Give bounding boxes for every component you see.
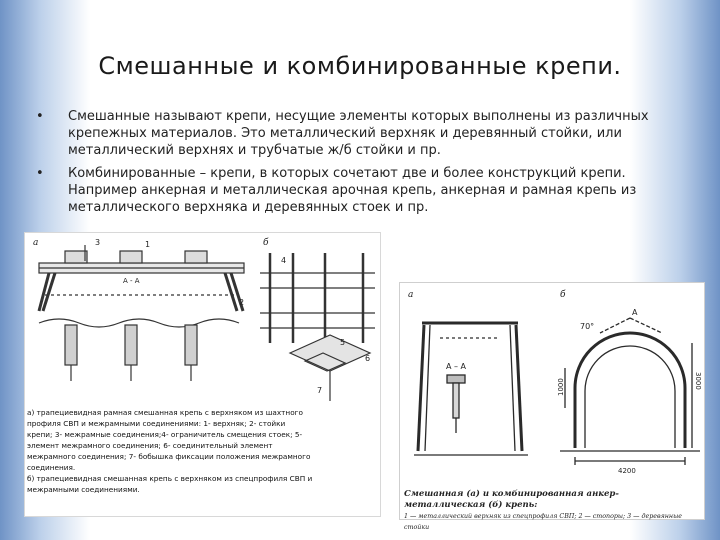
section-marker: А [632,308,638,317]
callout-6: 6 [365,354,371,363]
callout-2: 2 [239,298,245,307]
figure-caption-right [404,489,700,533]
dimension-3000: 3000 [694,372,702,390]
dimension-4200: 4200 [618,467,636,475]
bullet-marker: • [36,166,44,181]
caption-line: а) трапециевидная рамная смешанная крепь с верхняком из шахтного [27,408,303,417]
caption-sub: 1 — металлический верхняк из спецпрофиля СВП; 2 — стопоры; 3 — деревянные стойки [404,513,682,531]
caption-line: элемент межрамного соединения; 6- соединительный элемент [27,441,273,450]
callout-1: 1 [145,240,151,249]
combined-support-drawing [400,283,704,488]
combined-support-figure [399,282,705,531]
caption-main: Смешанная (а) и комбинированная анкер-металлическая (б) крепь: [404,489,619,510]
mixed-support-figure [24,232,381,517]
callout-4: 4 [281,256,287,265]
slide-title: Смешанные и комбинированные крепи. [98,52,622,80]
dimension-1000: 1000 [557,378,565,396]
caption-line: профиля СВП и межрамными соединениями: 1- верхняк; 2- стойки [27,419,286,428]
angle-label: 70° [580,322,595,331]
callout-5: 5 [340,338,346,347]
bullet-item [30,108,650,159]
figure-caption-left [27,407,375,495]
bullet-item [30,165,650,216]
figure-label-b: б [560,290,566,300]
callout-7: 7 [317,386,323,395]
caption-line: соединения. [27,463,76,472]
bullet-text: Смешанные называют крепи, несущие элементы которых выполнены из различных крепежных материалов. Это металлический верхняк и деревянный стойки, или металлический верхнях и трубчатые ж/б стойки и пр. [68,109,649,158]
bullet-list [30,108,650,222]
figure-label-a: а [33,238,39,248]
callout-3: 3 [95,238,101,247]
bullet-text: Комбинированные – крепи, в которых сочетают две и более конструкций крепи. Например анкерная и металлическая арочная крепь, анкерная и рамная крепь из металлического верхняка и деревянных стоек и пр. [68,166,637,215]
dimension-label: А - А [123,277,140,285]
section-label: А – А [446,362,467,371]
figure-label-a: а [408,290,414,300]
caption-line: б) трапециевидная смешанная крепь с верхняком из спецпрофиля СВП и [27,474,313,483]
figure-label-b: б [263,238,269,248]
caption-line: межрамными соединениями. [27,485,140,494]
caption-line: межрамного соединения; 7- бобышка фиксации положения межрамного [27,452,311,461]
bullet-marker: • [36,109,44,124]
mixed-support-drawing [25,233,380,408]
caption-line: крепи; 3- межрамные соединения;4- ограничитель смещения стоек; 5- [27,430,303,439]
